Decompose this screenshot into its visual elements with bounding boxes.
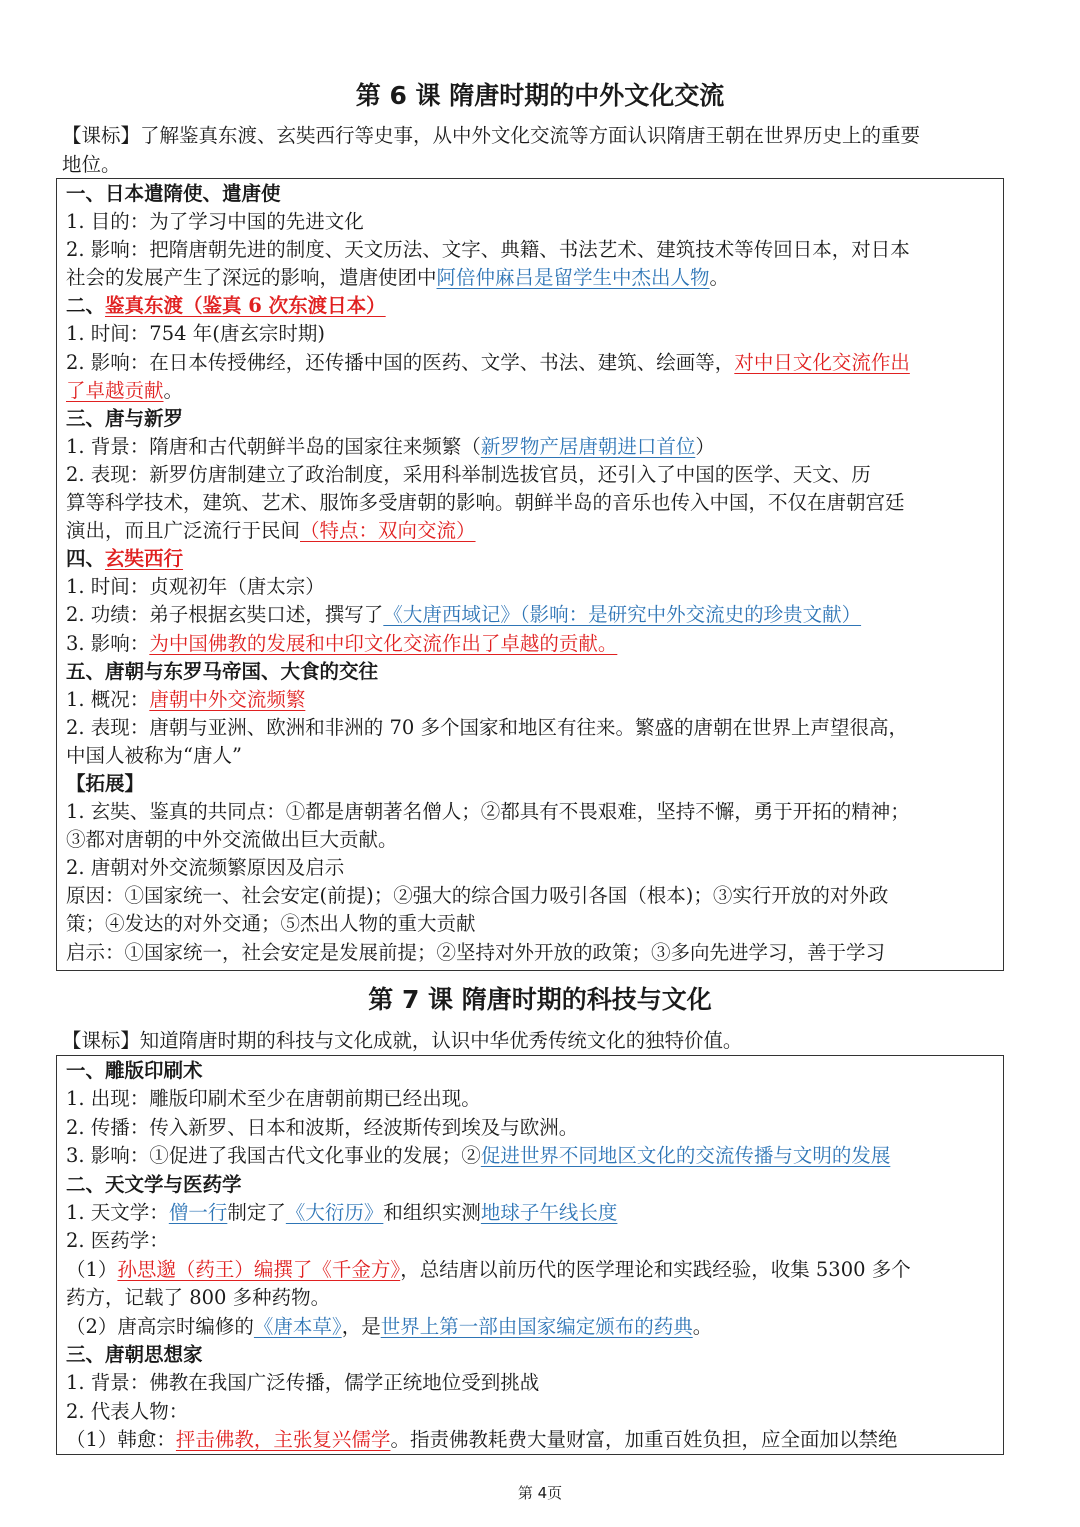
text: 3. 影响：①促进了我国古代文化事业的发展；② — [66, 1144, 481, 1168]
key-point: 鉴真东渡（鉴真 6 次东渡日本） — [105, 294, 386, 318]
key-point: 抨击佛教，主张复兴儒学 — [175, 1428, 391, 1452]
note-line: 1. 时间：754 年(唐玄宗时期) — [66, 322, 325, 346]
text: 2. 功绩：弟子根据玄奘口述，撰写了 — [66, 603, 384, 627]
note-line: 2. 表现：唐朝与亚洲、欧洲和非洲的 70 多个国家和地区有往来。繁盛的唐朝在世界上声望很高， — [66, 715, 909, 739]
text: （2）唐高宗时编修的 — [66, 1314, 254, 1338]
note-line — [66, 517, 994, 545]
heading: 一、日本遣隋使、遣唐使 — [66, 182, 281, 205]
note-line: 2. 唐朝对外交流频繁原因及启示 — [66, 856, 345, 880]
note-line: 2. 代表人物： — [66, 1399, 189, 1423]
note-line — [66, 601, 994, 629]
heading: 三、唐与新罗 — [66, 406, 184, 430]
key-point: 为中国佛教的发展和中印文化交流作出了卓越的贡献。 — [149, 631, 618, 655]
text: 1. 天文学： — [66, 1200, 169, 1224]
text: （1）韩愈： — [66, 1428, 176, 1452]
lesson6-standard — [62, 121, 1022, 179]
key-point: 《唐本草》 — [253, 1314, 342, 1338]
note-line — [66, 264, 994, 292]
heading — [66, 545, 994, 573]
heading: 一、雕版印刷术 — [66, 1059, 203, 1082]
text: ，是 — [341, 1314, 381, 1338]
heading: 五、唐朝与东罗马帝国、大食的交往 — [66, 659, 379, 683]
note-line — [66, 1426, 994, 1454]
key-point: 《大唐西域记》（影响：是研究中外交流史的珍贵文献） — [383, 603, 862, 627]
key-point: 对中日文化交流作出 — [734, 350, 910, 374]
lesson7-title: 第 7 课 隋唐时期的科技与文化 — [368, 985, 712, 1014]
note-line: 启示：①国家统一，社会安定是发展前提；②坚持对外开放的政策；③多向先进学习，善于学习 — [66, 940, 886, 964]
note-line: 策；④发达的对外交通；⑤杰出人物的重大贡献 — [66, 912, 476, 936]
heading: 【拓展】 — [66, 771, 145, 795]
key-point: 了卓越贡献 — [66, 378, 164, 402]
key-point: 地球子午线长度 — [480, 1200, 618, 1224]
heading — [66, 292, 994, 320]
key-point: 《大衍历》 — [285, 1200, 384, 1224]
text: 。 — [709, 266, 730, 290]
key-point: （特点：双向交流） — [300, 519, 476, 543]
text: ，总结唐以前历代的医学理论和实践经验，收集 5300 多个 — [400, 1257, 911, 1281]
key-point: 阿倍仲麻吕是留学生中杰出人物 — [436, 266, 710, 290]
key-point: 孙思邈（药王）编撰了《千金方》 — [117, 1257, 401, 1281]
note-line — [66, 1142, 994, 1170]
text: ） — [695, 434, 715, 458]
note-line — [66, 630, 994, 658]
text: 演出，而且广泛流行于民间 — [66, 519, 301, 543]
heading: 三、唐朝思想家 — [66, 1342, 203, 1366]
note-line — [66, 349, 994, 377]
note-line: 算等科学技术，建筑、艺术、服饰多受唐朝的影响。朝鲜半岛的音乐也传入中国，不仅在唐朝宫廷 — [66, 491, 905, 515]
key-point: 世界上第一部由国家编定颁布的药典 — [380, 1314, 693, 1338]
text: 四、 — [66, 547, 106, 571]
note-line: 2. 影响：把隋唐朝先进的制度、天文历法、文字、典籍、书法艺术、建筑技术等传回日本，对日本 — [66, 238, 910, 262]
text: 1. 背景：隋唐和古代朝鲜半岛的国家往来频繁（ — [66, 434, 481, 458]
text: 。指责佛教耗费大量财富，加重百姓负担，应全面加以禁绝 — [390, 1428, 898, 1452]
text: 。 — [692, 1314, 713, 1338]
note-line: ③都对唐朝的中外交流做出巨大贡献。 — [66, 828, 398, 852]
text: 2. 影响：在日本传授佛经，还传播中国的医药、文学、书法、建筑、绘画等， — [66, 350, 735, 374]
note-line: 药方，记载了 800 多种药物。 — [66, 1286, 331, 1310]
note-line: 中国人被称为“唐人” — [66, 743, 242, 767]
lesson6-title: 第 6 课 隋唐时期的中外文化交流 — [355, 81, 725, 110]
key-point: 促进世界不同地区文化的交流传播与文明的发展 — [480, 1144, 891, 1168]
text: 1. 概况： — [66, 687, 150, 711]
lesson6-standard-line2: 地位。 — [62, 153, 121, 176]
page-number: 第 4页 — [517, 1484, 563, 1502]
lesson6-standard-line1: 【课标】了解鉴真东渡、玄奘西行等史事，从中外文化交流等方面认识隋唐王朝在世界历史上的重要 — [62, 124, 921, 147]
text: （1） — [66, 1257, 118, 1281]
heading: 二、天文学与医药学 — [66, 1172, 242, 1196]
note-line — [66, 433, 994, 461]
note-line: 1. 玄奘、鉴真的共同点：①都是唐朝著名僧人；②都具有不畏艰难，坚持不懈，勇于开拓的精神； — [66, 800, 910, 824]
note-line: 2. 表现：新罗仿唐制建立了政治制度，采用科举制选拔官员，还引入了中国的医学、天文、历 — [66, 462, 871, 486]
note-line — [66, 377, 994, 405]
key-point: 新罗物产居唐朝进口首位 — [480, 434, 696, 458]
key-point: 唐朝中外交流频繁 — [149, 687, 306, 711]
note-line: 2. 传播：传入新罗、日本和波斯，经波斯传到埃及与欧洲。 — [66, 1115, 579, 1139]
text: 二、 — [66, 294, 106, 318]
note-line: 原因：①国家统一、社会安定(前提)；②强大的综合国力吸引各国（根本)；③实行开放的对外政 — [66, 884, 889, 908]
note-line — [66, 1256, 994, 1284]
lesson6-notes-box — [56, 178, 1004, 971]
text: 和组织实测 — [383, 1200, 481, 1224]
text: 社会的发展产生了深远的影响，遣唐使团中 — [66, 266, 437, 290]
note-line — [66, 1313, 994, 1341]
text: 3. 影响： — [66, 631, 150, 655]
text: 。 — [163, 378, 184, 402]
note-line: 1. 出现：雕版印刷术至少在唐朝前期已经出现。 — [66, 1087, 481, 1111]
note-line: 1. 背景：佛教在我国广泛传播，儒学正统地位受到挑战 — [66, 1371, 540, 1395]
note-line: 1. 目的：为了学习中国的先进文化 — [66, 210, 364, 234]
lesson7-notes-box — [56, 1055, 1004, 1455]
lesson7-standard: 【课标】知道隋唐时期的科技与文化成就，认识中华优秀传统文化的独特价值。 — [62, 1029, 743, 1052]
text: 制定了 — [227, 1200, 286, 1224]
note-line: 2. 医药学： — [66, 1229, 169, 1253]
key-point: 僧一行 — [168, 1200, 228, 1224]
note-line — [66, 686, 994, 714]
key-point: 玄奘西行 — [105, 547, 184, 571]
note-line — [66, 1199, 994, 1227]
note-line: 1. 时间：贞观初年（唐太宗） — [66, 575, 325, 599]
